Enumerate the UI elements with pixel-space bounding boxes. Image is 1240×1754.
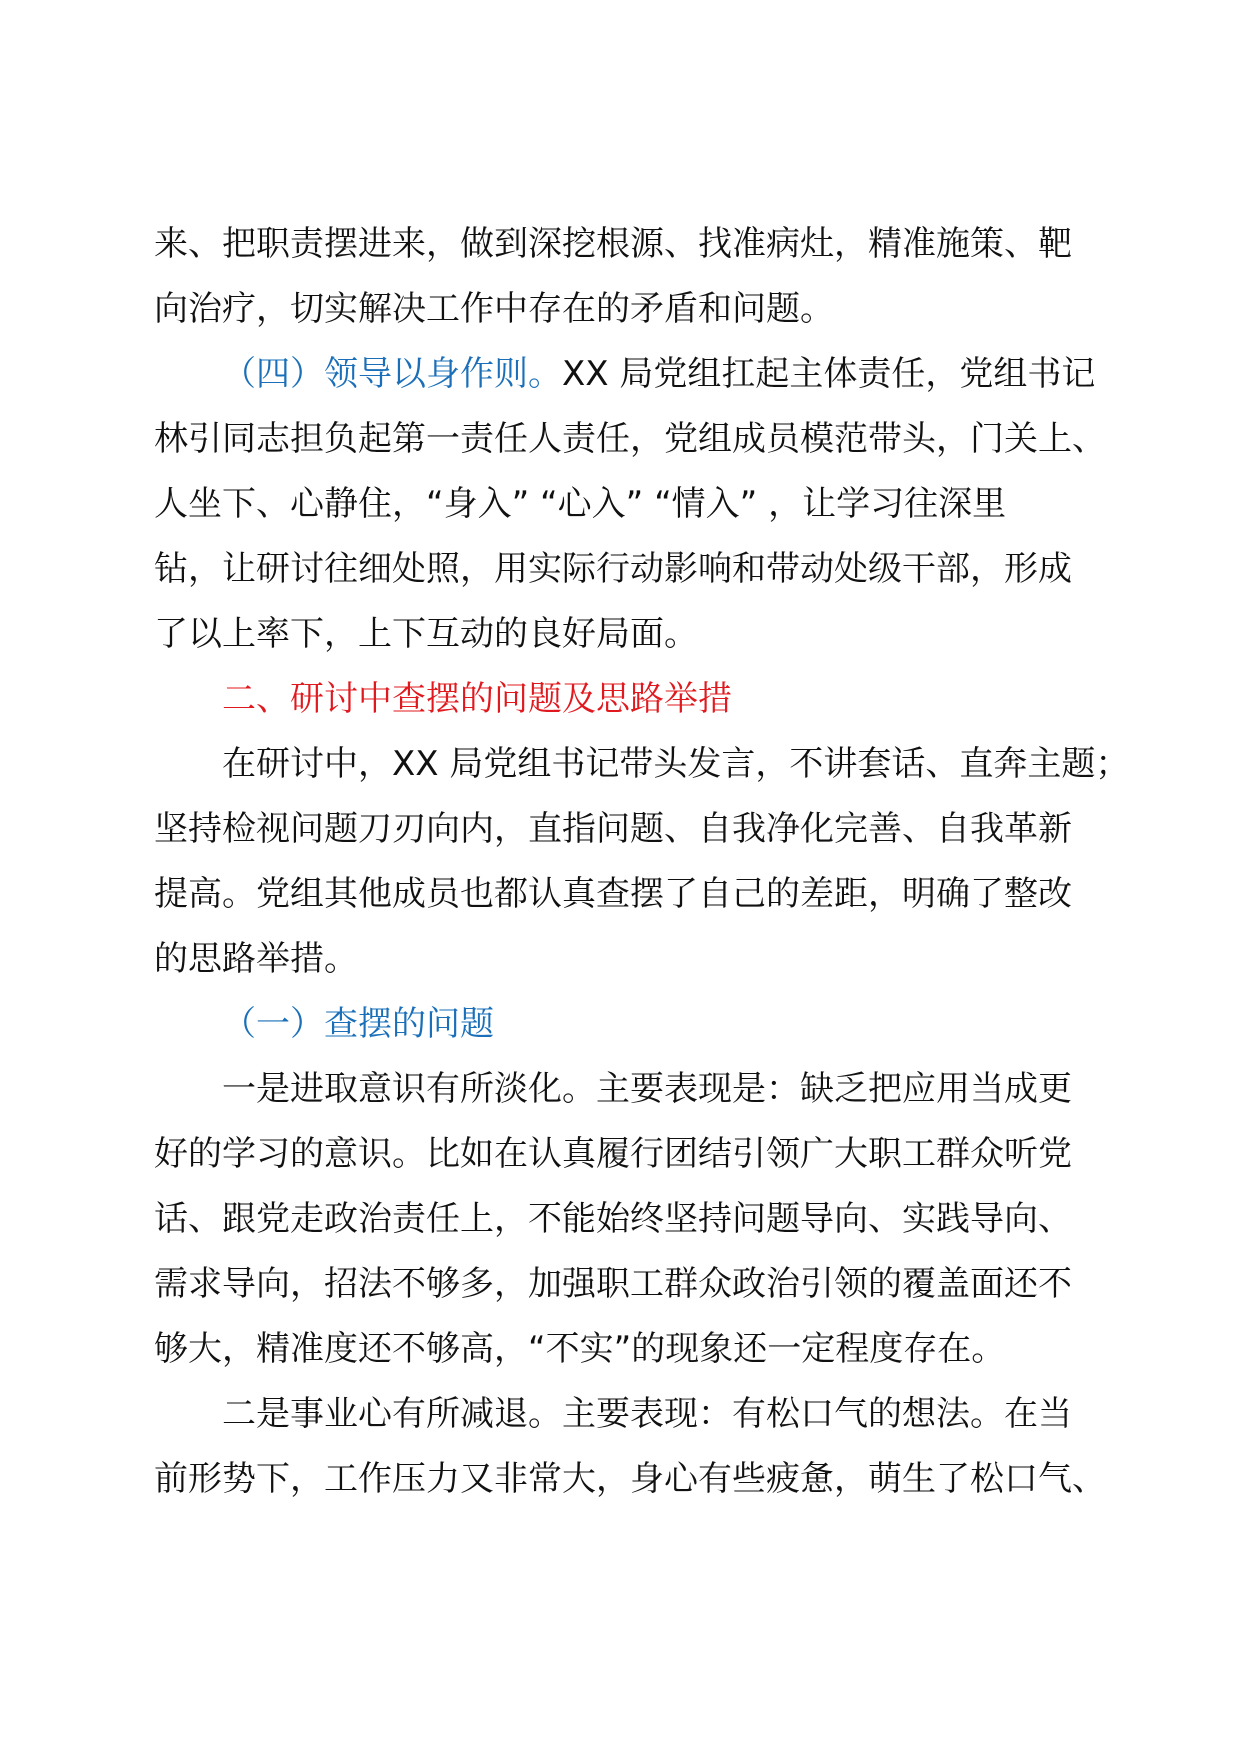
text-line: 够大，精准度还不够高，“不实”的现象还一定程度存在。 xyxy=(154,1329,1006,1369)
subsection-one-heading xyxy=(154,992,1100,1057)
text-line: 来、把职责摆进来，做到深挖根源、找准病灶，精准施策、靶 xyxy=(154,224,1072,264)
text-line: 在研讨中，XX 局党组书记带头发言，不讲套话、直奔主题； xyxy=(222,744,1130,784)
section-four-heading: （四）领导以身作则。 xyxy=(222,354,562,394)
continuation-paragraph xyxy=(154,212,1100,342)
text-line xyxy=(154,342,1100,407)
text-line: 一是进取意识有所淡化。主要表现是：缺乏把应用当成更 xyxy=(222,1069,1072,1109)
problem-two-paragraph xyxy=(154,1382,1106,1512)
text-line: 的思路举措。 xyxy=(154,939,358,979)
part-two-intro-paragraph xyxy=(154,732,1130,992)
text-line: 坚持检视问题刀刃向内，直指问题、自我净化完善、自我革新 xyxy=(154,809,1072,849)
section-four-paragraph xyxy=(154,342,1106,667)
text-line: 向治疗，切实解决工作中存在的矛盾和问题。 xyxy=(154,289,834,329)
text-line: （一）查摆的问题 xyxy=(222,1004,494,1044)
text-line: 前形势下，工作压力又非常大，身心有些疲惫，萌生了松口气、 xyxy=(154,1459,1106,1499)
part-two-heading xyxy=(154,667,1100,732)
section-four-first-line-tail: XX 局党组扛起主体责任，党组书记 xyxy=(562,354,1096,394)
text-line: 二是事业心有所减退。主要表现：有松口气的想法。在当 xyxy=(222,1394,1072,1434)
text-line: 提高。党组其他成员也都认真查摆了自己的差距，明确了整改 xyxy=(154,874,1072,914)
text-line: 话、跟党走政治责任上，不能始终坚持问题导向、实践导向、 xyxy=(154,1199,1072,1239)
text-line: 林引同志担负起第一责任人责任，党组成员模范带头，门关上、 xyxy=(154,419,1106,459)
document-body xyxy=(154,212,1130,1512)
problem-one-paragraph xyxy=(154,1057,1100,1382)
text-line: 了以上率下，上下互动的良好局面。 xyxy=(154,614,698,654)
text-line: 需求导向，招法不够多，加强职工群众政治引领的覆盖面还不 xyxy=(154,1264,1072,1304)
text-line: 二、研讨中查摆的问题及思路举措 xyxy=(222,679,732,719)
text-line: 好的学习的意识。比如在认真履行团结引领广大职工群众听党 xyxy=(154,1134,1072,1174)
text-line: 人坐下、心静住，“身入” “心入” “情入” ，让学习往深里 xyxy=(154,484,1007,524)
text-line: 钻，让研讨往细处照，用实际行动影响和带动处级干部，形成 xyxy=(154,549,1072,589)
